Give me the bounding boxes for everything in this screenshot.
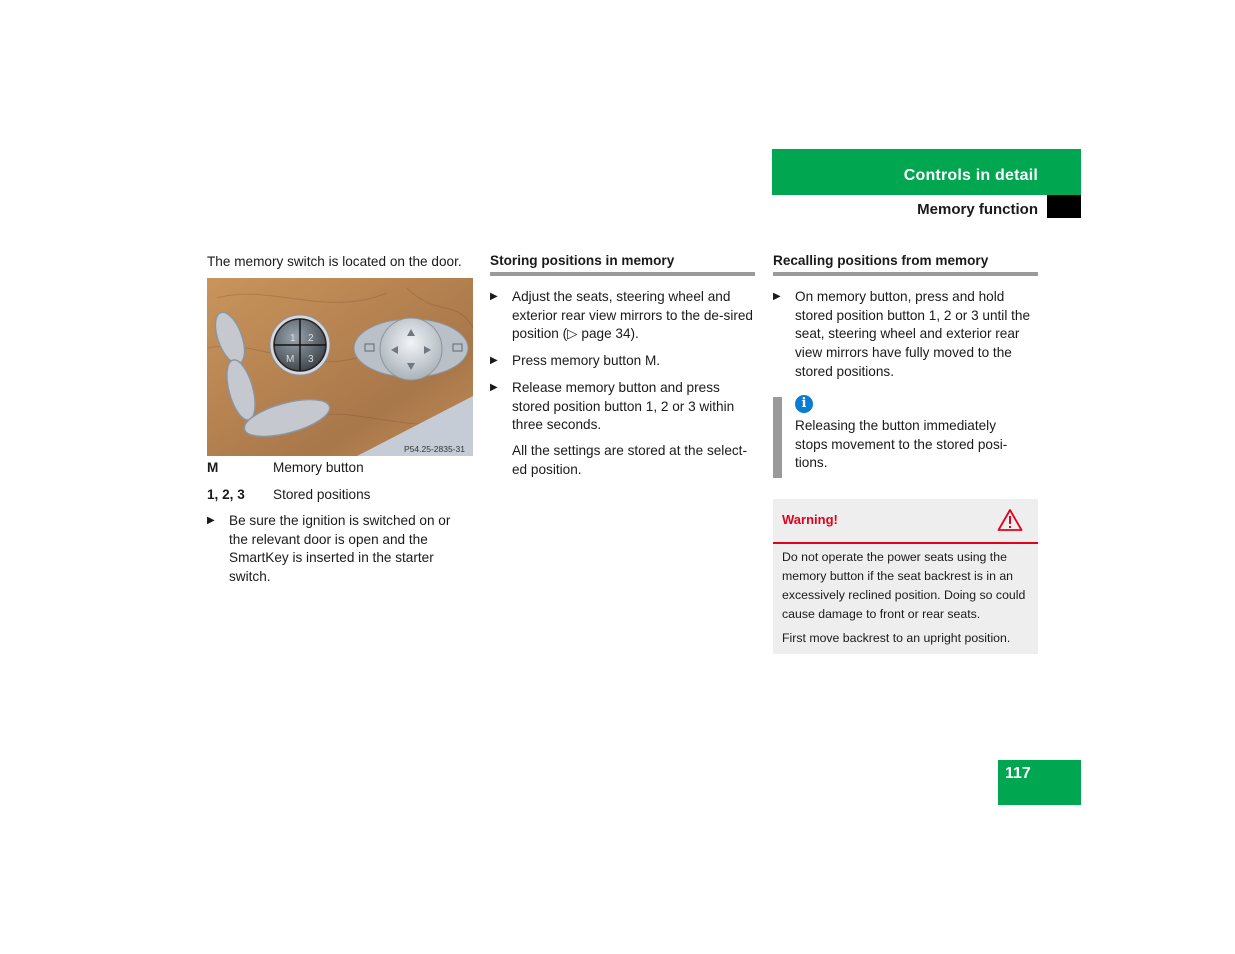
heading-rule (773, 272, 1038, 276)
warning-box (773, 499, 1038, 654)
recalling-heading: Recalling positions from memory (773, 253, 989, 268)
bullet-text: Adjust the seats, steering wheel and exterior rear view mirrors to the de-sired position (▷ page 34). (512, 289, 753, 342)
bullet-arrow-icon: ▶ (773, 291, 781, 302)
warning-triangle-icon (997, 508, 1023, 532)
bullet-text: Be sure the ignition is switched on or the relevant door is open and the SmartKey is inserted in the starter switch. (229, 513, 451, 585)
bullet-text: Release memory button and press stored position button 1, 2 or 3 within three seconds. (512, 380, 735, 433)
bullet-text: Press memory button M. (512, 353, 661, 368)
legend-value-m: Memory button (273, 460, 364, 475)
warning-instruction: First move backrest to an upright position. (782, 631, 1011, 645)
memory-switch-figure (207, 278, 473, 456)
page-number: 117 (1005, 765, 1031, 782)
button-1-label: 1 (290, 333, 296, 344)
info-icon: i (795, 395, 813, 413)
button-2-label: 2 (308, 333, 314, 344)
header-bar (772, 149, 1081, 195)
bullet-arrow-icon: ▶ (490, 382, 498, 393)
list-item (207, 512, 472, 587)
info-bar (773, 397, 782, 478)
list-item (490, 288, 755, 344)
bullet-arrow-icon: ▶ (490, 355, 498, 366)
header-marker (1047, 195, 1081, 218)
button-m-label: M (286, 354, 295, 365)
legend-value-positions: Stored positions (273, 487, 371, 502)
page-number-box (998, 760, 1081, 805)
heading-rule (490, 272, 755, 276)
intro-text: The memory switch is located on the door. (207, 254, 462, 269)
legend-key-positions: 1, 2, 3 (207, 487, 245, 502)
list-item (773, 288, 1038, 382)
bullet-text: On memory button, press and hold stored position button 1, 2 or 3 until the seat, steering wheel and exterior rear view mirrors have fully moved to the stored positions. (795, 289, 1031, 379)
list-item (490, 352, 755, 371)
warning-rule (773, 542, 1038, 544)
storing-heading: Storing positions in memory (490, 253, 675, 268)
info-text: Releasing the button immediately stops movement to the stored posi-tions. (795, 418, 1008, 471)
warning-text: Do not operate the power seats using the memory button if the seat backrest is in an excessively reclined position. Doing so could cause damage to front or rear seats. (782, 550, 1026, 621)
bullet-arrow-icon: ▶ (490, 291, 498, 302)
section-title: Controls in detail (903, 167, 1038, 184)
storing-note: All the settings are stored at the select-ed position. (512, 443, 747, 477)
legend-key-m: M (207, 460, 219, 475)
figure-code: P54.25-2835-31 (404, 444, 465, 454)
button-3-label: 3 (308, 354, 314, 365)
subsection-title: Memory function (917, 201, 1038, 218)
warning-title: Warning! (782, 512, 838, 527)
bullet-arrow-icon: ▶ (207, 515, 215, 526)
list-item (490, 379, 755, 435)
